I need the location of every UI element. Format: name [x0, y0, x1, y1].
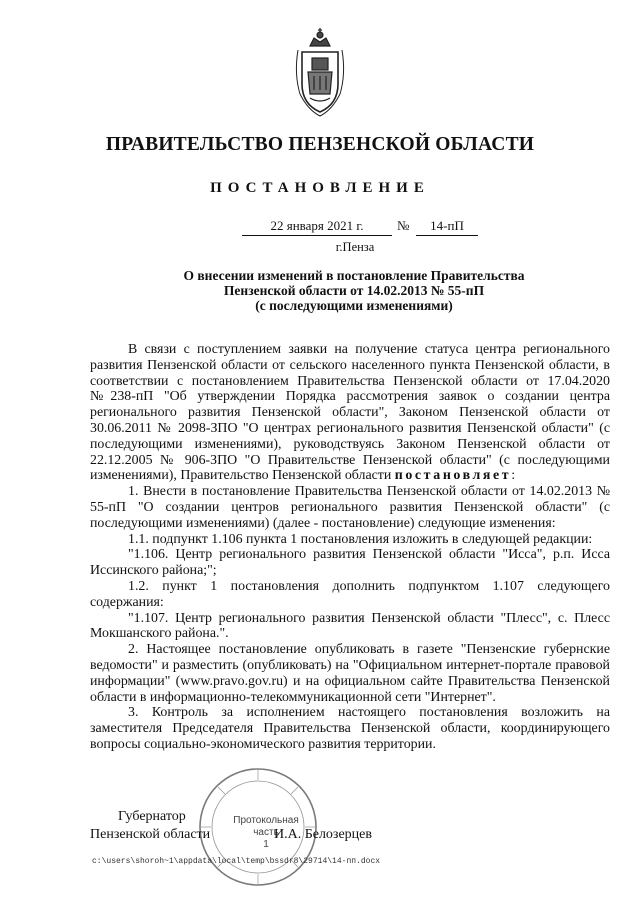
stamp-line: часть	[253, 827, 279, 838]
resolves-colon: :	[511, 468, 516, 484]
coat-of-arms-emblem	[288, 24, 352, 120]
stamp-line: 1	[263, 839, 269, 850]
signatory-name: И.А. Белозерцев	[273, 827, 372, 842]
document-number: 14-пП	[416, 218, 478, 236]
list-item: 2. Настоящее постановление опубликовать в газете "Пензенские губернские ведомости" и разместить (опубликовать) на "Официальном интернет-портале правовой информации" (www.pravo.gov.ru) и на официальном сайте Правительства Пензенской области в информационно-телекоммуникационной сети "Интернет".	[90, 642, 610, 705]
list-item: 1. Внести в постановление Правительства Пензенской области от 14.02.2013 № 55-пП "О создании центров регионального развития Пензенской области" (с последующими изменениями) (далее - постановление) следующие изменения:	[90, 484, 610, 531]
date-number-line	[0, 218, 640, 238]
intro-paragraph	[90, 342, 610, 484]
title-line: О внесении изменений в постановление Правительства	[183, 268, 525, 283]
document-date: 22 января 2021 г.	[242, 218, 392, 236]
list-item: 1.2. пункт 1 постановления дополнить подпунктом 1.107 следующего содержания:	[90, 578, 610, 610]
list-item: 1.1. подпункт 1.106 пункта 1 постановления изложить в следующей редакции:	[128, 531, 593, 547]
document-body	[90, 342, 610, 753]
intro-text: В связи с поступлением заявки на получение статуса центра регионального развития Пензенской области от сельского населенного пункта Пензенской области, в соответствии с постановлением Правительства Пензенской области от 17.04.2020 №238-пП "Об утверждении Порядка рассмотрения заявок о создании центра регионального развития Пензенской области", Законом Пензенской области от 30.06.2011 № 2098-ЗПО "О центрах регионального развития Пензенской области" (с последующими изменениями), руководствуясь Законом Пензенской области от 22.12.2005 № 906-ЗПО "О Правительстве Пензенской области" (с последующими изменениями), Правительство Пензенской области	[90, 342, 610, 484]
document-title	[0, 268, 640, 313]
list-item: "1.107. Центр регионального развития Пензенской области "Плесс", с. Плесс Мокшанского района.".	[90, 610, 610, 642]
signatory-position-line1: Губернатор	[118, 809, 186, 824]
stamp-line: Протокольная	[233, 815, 299, 826]
organization-heading: ПРАВИТЕЛЬСТВО ПЕНЗЕНСКОЙ ОБЛАСТИ	[105, 134, 535, 155]
list-item: 3. Контроль за исполнением настоящего постановления возложить на заместителя Председателя Правительства Пензенской области, координирующего вопросы социально-экономического развития территории.	[90, 705, 610, 752]
number-sign: №	[397, 218, 410, 233]
document-type-heading: ПОСТАНОВЛЕНИЕ	[210, 180, 430, 196]
file-path-footer: c:\users\shoroh~1\appdata\local\temp\bssdr8\29714\14-пп.docx	[92, 857, 381, 866]
list-item: "1.106. Центр регионального развития Пензенской области "Исса", р.п. Исса Иссинского района;";	[90, 547, 610, 579]
resolves-word: постановляет	[394, 468, 512, 484]
signatory-position-line2: Пензенской области	[90, 827, 211, 842]
city-line: г.Пенза	[335, 240, 375, 254]
title-line: Пензенской области от 14.02.2013 № 55-пП	[223, 283, 485, 298]
title-line: (с последующими изменениями)	[255, 298, 453, 313]
